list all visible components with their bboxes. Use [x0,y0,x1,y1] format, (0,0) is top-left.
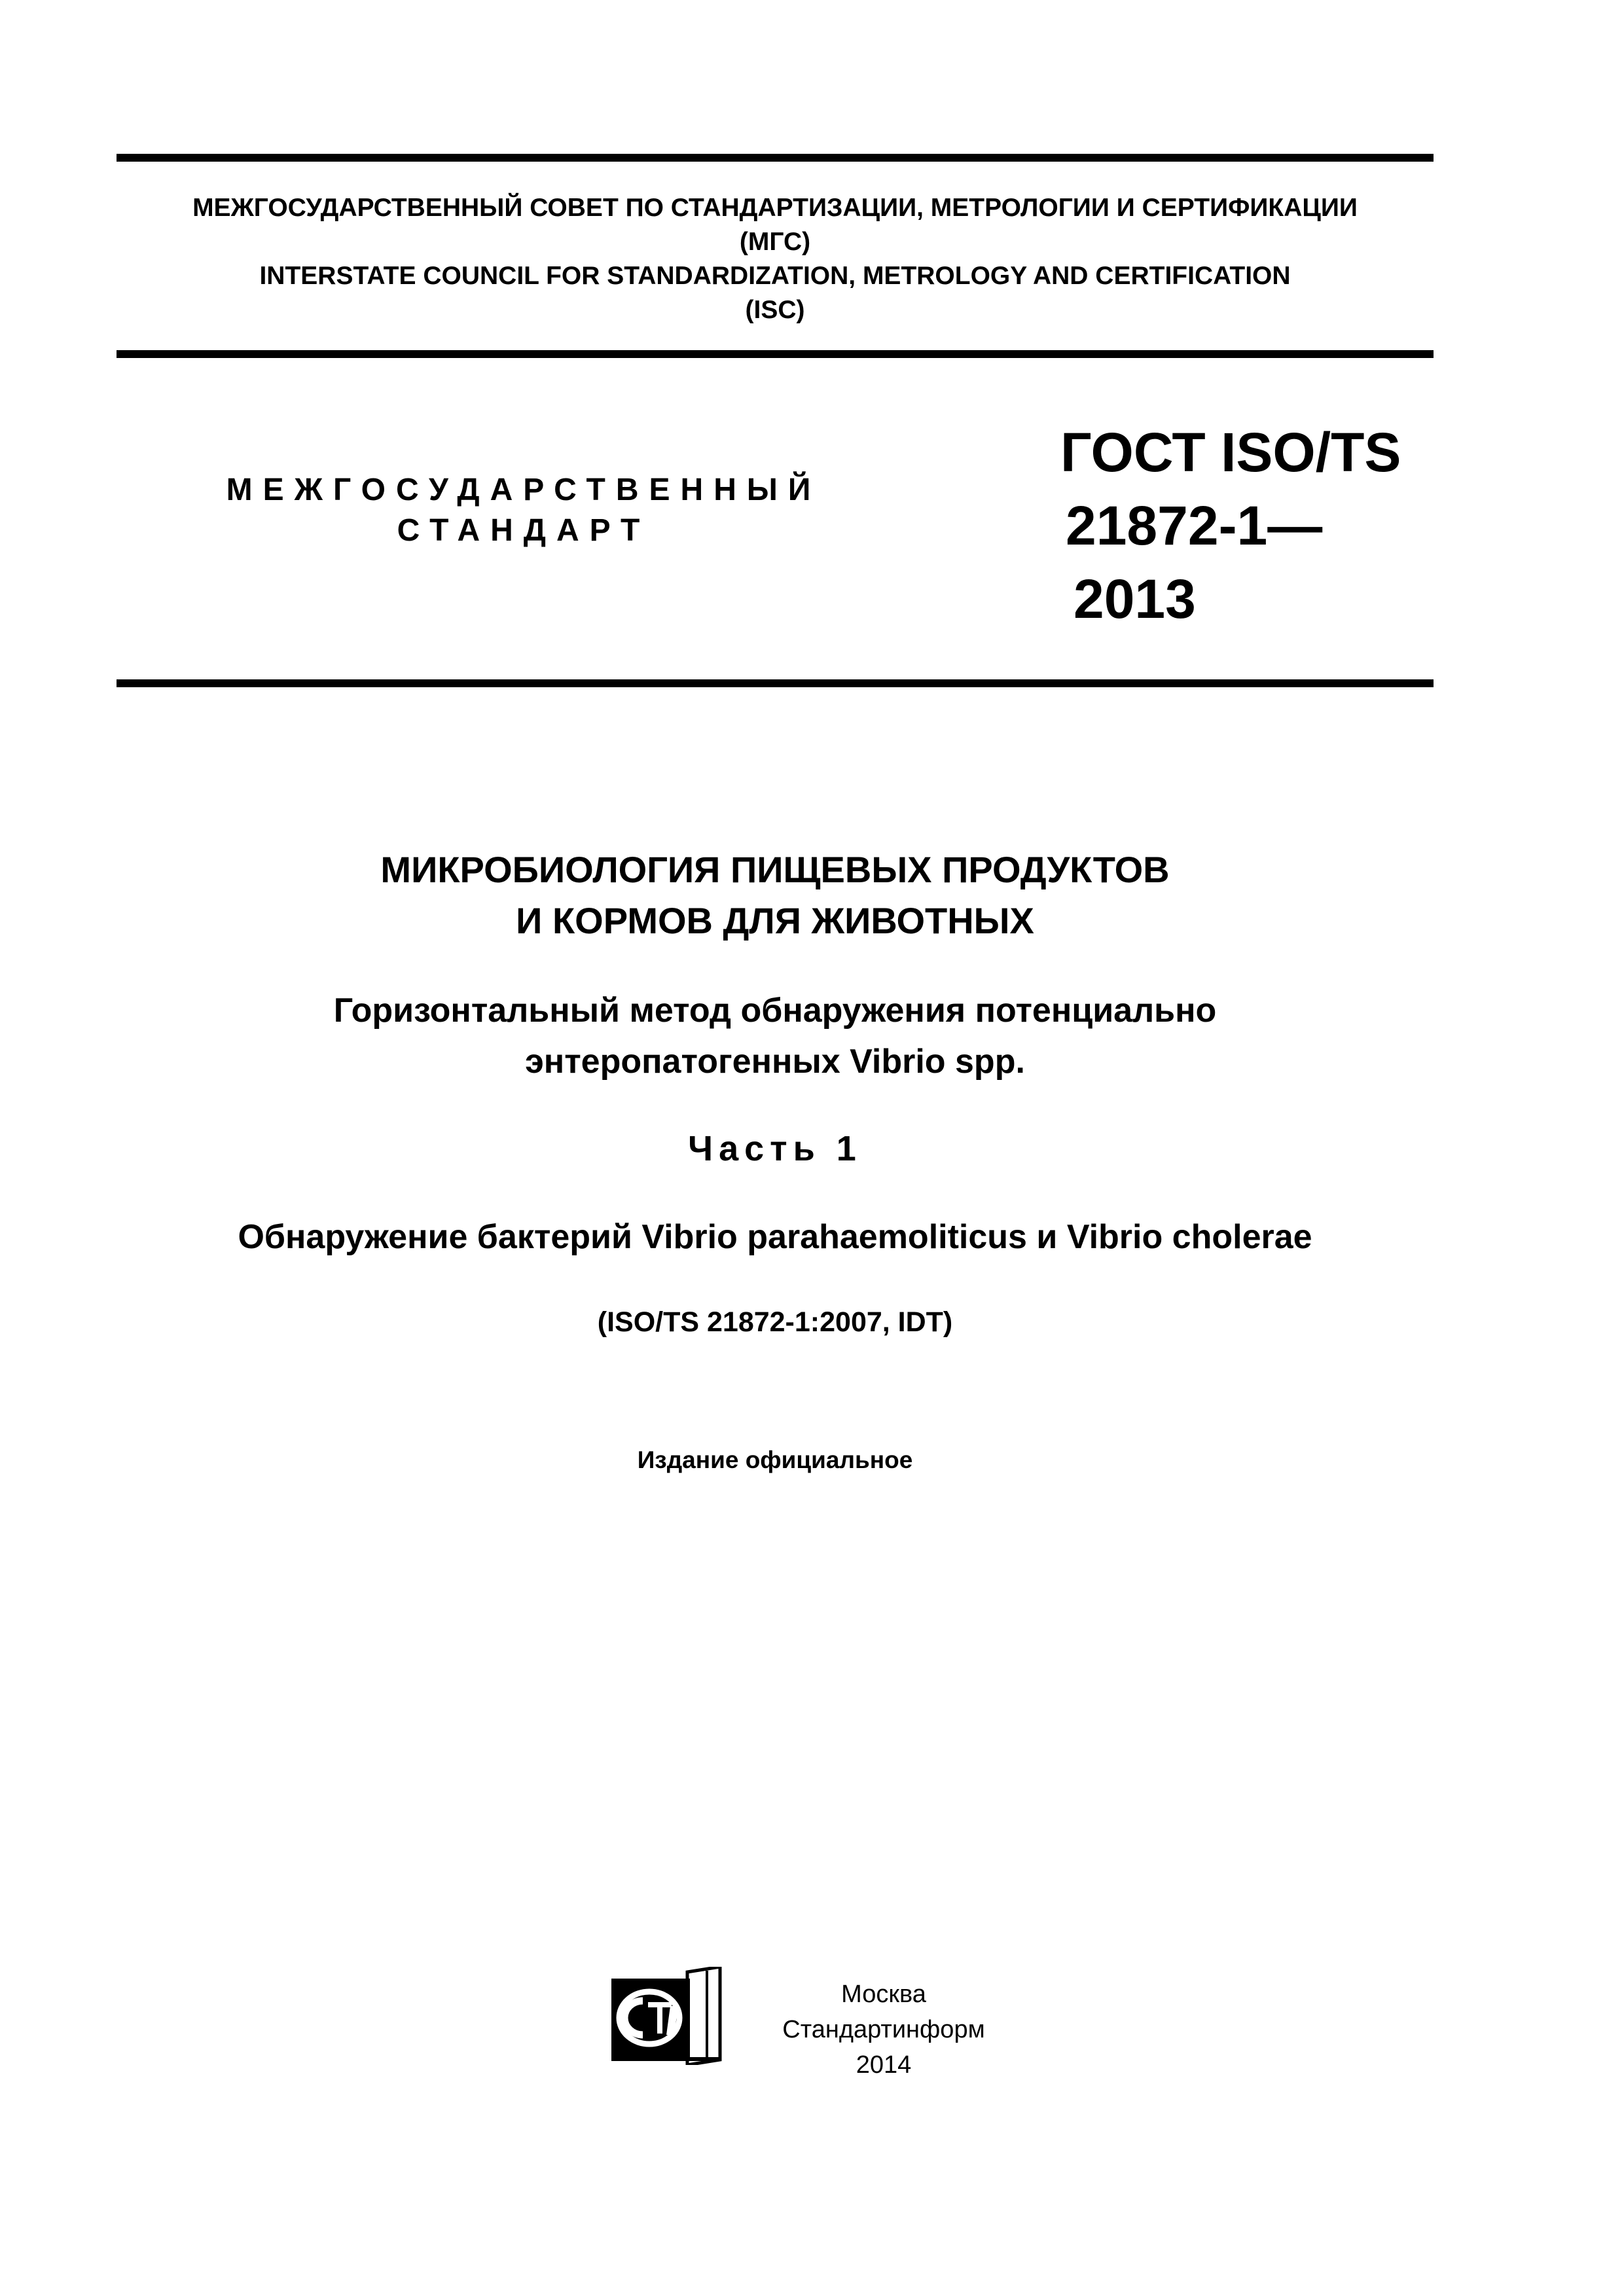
bottom-rule [117,679,1434,687]
middle-rule [117,350,1434,358]
publisher-city: Москва [841,1981,926,2008]
standard-type-line1: МЕЖГОСУДАРСТВЕННЫЙ [226,473,821,507]
standard-number-line3: 2013 [1074,568,1196,630]
council-header [117,191,1434,327]
standartinform-logo-icon [609,1967,725,2065]
part-number: Часть 1 [688,1129,862,1168]
standard-number-line2: 21872-1— [1066,495,1323,556]
standard-number [1060,416,1401,636]
subtitle-line1: Горизонтальный метод обнаружения потенциально [333,992,1217,1030]
standard-type [196,470,851,551]
council-abbr-ru: (МГС) [739,228,811,256]
standard-number-line1: ГОСТ ISO/TS [1060,422,1401,483]
standard-type-line2: СТАНДАРТ [397,513,651,548]
part-name: Обнаружение бактерий Vibrio parahaemoliticus и Vibrio cholerae [238,1218,1312,1256]
main-title [117,844,1434,946]
subtitle [117,985,1434,1087]
main-title-line1: МИКРОБИОЛОГИЯ ПИЩЕВЫХ ПРОДУКТОВ [380,849,1170,890]
council-abbr-en: (ISC) [745,296,805,324]
council-name-en: INTERSTATE COUNCIL FOR STANDARDIZATION, METROLOGY AND CERTIFICATION [259,262,1291,290]
edition-label: Издание официальное [637,1446,913,1473]
main-title-line2: И КОРМОВ ДЛЯ ЖИВОТНЫХ [516,900,1034,941]
publisher-name: Стандартинформ [782,2016,985,2043]
council-name-ru: МЕЖГОСУДАРСТВЕННЫЙ СОВЕТ ПО СТАНДАРТИЗАЦИИ, МЕТРОЛОГИИ И СЕРТИФИКАЦИИ [192,194,1358,222]
subtitle-line2: энтеропатогенных Vibrio spp. [525,1043,1025,1081]
publisher-block [720,1977,1047,2083]
publisher-year: 2014 [856,2051,912,2079]
iso-reference: (ISO/TS 21872-1:2007, IDT) [597,1306,953,1338]
top-rule [117,154,1434,162]
